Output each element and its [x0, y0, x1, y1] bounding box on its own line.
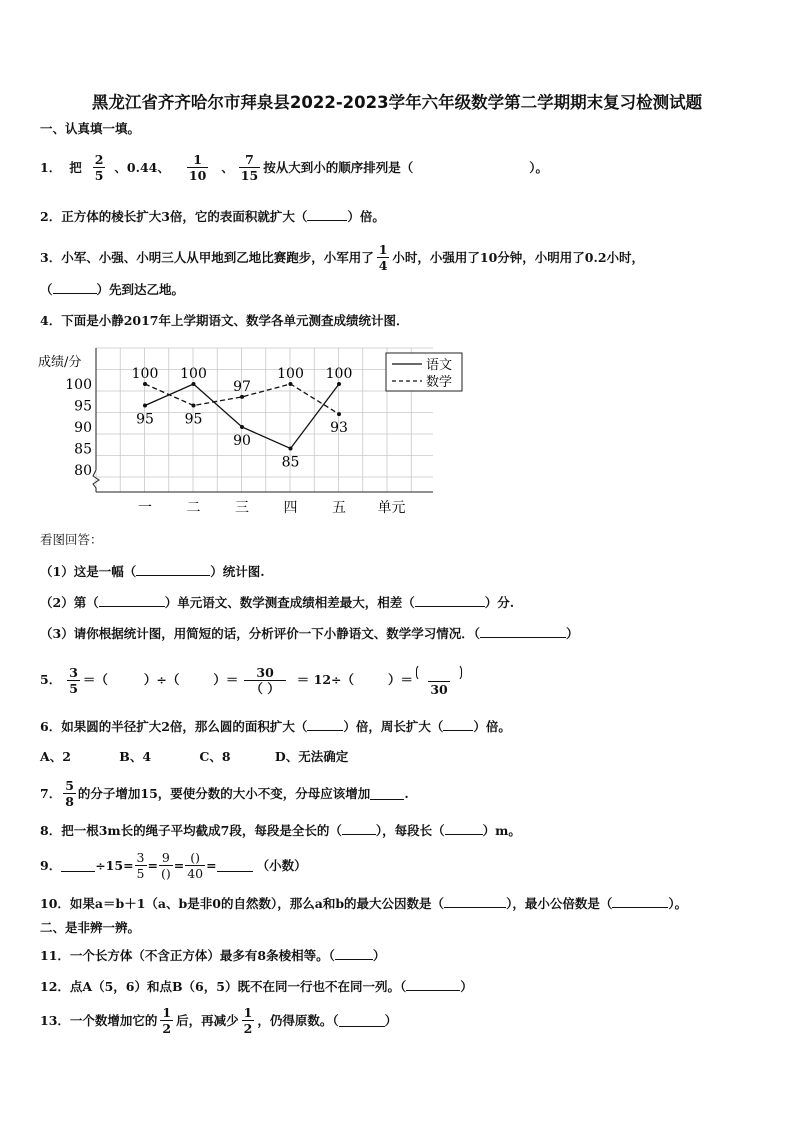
q1-mid-1: 、0.44、 [114, 159, 170, 175]
q2-answer-blank[interactable] [307, 208, 347, 221]
q10-answer-blank-a[interactable] [444, 895, 506, 908]
q1-fraction-2: $\frac{1}{10}$ [188, 152, 207, 183]
q7-answer-blank[interactable] [370, 787, 404, 800]
question-11: 11．一个长方体（不含正方体）最多有8条棱相等。（ ） [40, 948, 386, 963]
q5-div: ）÷（ [143, 672, 180, 687]
q6-option-c[interactable]: C、8 [199, 749, 231, 764]
q4-2-answer-blank-b[interactable] [415, 594, 485, 607]
q1-mid-2: 、 [221, 159, 234, 175]
data-point [289, 382, 293, 386]
question-2 [40, 208, 385, 225]
section-1-heading: 一、认真填一填。 [40, 121, 141, 136]
q3-answer-blank[interactable] [53, 281, 97, 294]
question-4: 4．下面是小静2017年上学期语文、数学各单元测查成绩统计图． [40, 313, 409, 328]
question-10: 10．如果a＝b＋1（a、b是非0的自然数），那么a和b的最大公因数是（ ），最小公倍数是（ ）。 [40, 896, 688, 911]
question-12: 12．点A（5，6）和点B（6，5）既不在同一行也不在同一列。（ ） [40, 979, 473, 994]
data-label: 93 [330, 420, 348, 437]
q4-3-answer-blank[interactable] [480, 625, 566, 638]
q4-2-answer-blank-a[interactable] [99, 594, 165, 607]
y-axis-label: 成绩/分 [38, 355, 82, 370]
data-point [192, 382, 196, 386]
q11-answer-blank[interactable] [335, 947, 373, 960]
question-9: 9． ÷15= $\frac{3}{5}$ = $\frac{9}{()}$ = $\frac{()}{40}$ = （小数） [40, 850, 307, 881]
q1-prefix: 把 [69, 159, 82, 175]
q2-end: ）倍。 [347, 209, 385, 224]
q3-open: （ [40, 282, 53, 297]
q2-text: 2．正方体的棱长扩大3倍，它的表面积就扩大（ [40, 209, 308, 224]
question-6: 6．如果圆的半径扩大2倍，那么圆的面积扩大（ ）倍，周长扩大（ ）倍。 [40, 719, 511, 734]
q4-sub-3: （3）请你根据统计图，用简短的话，分析评价一下小静语文、数学学习情况．（ ） [40, 626, 579, 641]
q4-sub-1: （1）这是一幅（ ）统计图. [40, 564, 265, 579]
q9-fraction-3: $\frac{()}{40}$ [187, 850, 204, 881]
q1-text: 按从大到小的顺序排列是（ [263, 159, 414, 175]
x-axis-label: 单元 [377, 500, 406, 516]
data-label: 100 [325, 366, 353, 382]
y-tick-label: 90 [74, 420, 92, 436]
y-tick-label: 80 [74, 463, 92, 479]
q3-text-2: 小时，小强用了10分钟，小明用了0.2小时， [392, 249, 645, 265]
x-tick-label: 一 [138, 500, 152, 516]
question-8: 8．把一根3m长的绳子平均截成7段，每段是全长的（ ），每段长（ ）m。 [40, 823, 521, 838]
q8-answer-blank-b[interactable] [445, 822, 483, 835]
q6-options [40, 749, 348, 765]
q9-fraction-2: $\frac{9}{()}$ [160, 850, 171, 881]
data-point [240, 425, 244, 429]
q3-fraction: $\frac{1}{4}$ [378, 242, 388, 273]
data-point [337, 382, 341, 386]
y-tick-label: 85 [74, 441, 92, 458]
data-point [143, 404, 147, 408]
q5-eq4: ）＝ [388, 672, 414, 687]
x-tick-label: 三 [235, 500, 249, 516]
q6-option-d[interactable]: D、无法确定 [274, 749, 349, 764]
chart-legend [386, 353, 462, 391]
data-label: 100 [277, 366, 304, 382]
x-tick-label: 五 [332, 500, 346, 516]
q5-eq3: ＝ 12÷（ [296, 672, 355, 687]
data-label: 97 [233, 378, 251, 395]
x-tick-label: 二 [186, 500, 201, 516]
q4-sub-2: （2）第（ ）单元语文、数学测查成绩相差最大，相差（ ）分. [40, 595, 515, 610]
q4-1-answer-blank[interactable] [136, 563, 210, 576]
q6-answer-blank-a[interactable] [307, 718, 343, 731]
y-tick-label: 100 [65, 377, 92, 393]
question-3-line-2 [40, 281, 184, 298]
question-7: 7． $\frac{5}{8}$ 的分子增加15，要使分数的大小不变，分母应该增加 . [40, 778, 409, 809]
q3-end: ）先到达乙地。 [96, 282, 185, 297]
data-point [192, 404, 196, 408]
q9-answer-blank-b[interactable] [217, 859, 253, 872]
q1-number: 1． [40, 159, 62, 175]
q6-answer-blank-b[interactable] [443, 718, 473, 731]
q6-option-a[interactable]: A、2 [40, 749, 71, 764]
question-3 [40, 242, 644, 273]
y-tick-label: 95 [74, 398, 92, 415]
q5-eq2: ）＝ [213, 672, 239, 687]
q1-fraction-1: $\frac{2}{5}$ [94, 152, 104, 183]
q9-answer-blank-a[interactable] [61, 859, 95, 872]
data-label: 95 [136, 411, 154, 428]
q5-number: 5． [40, 672, 62, 687]
line-chart [30, 340, 453, 520]
data-label: 90 [233, 433, 251, 449]
data-point [337, 412, 341, 416]
q5-fraction-3: 30 [416, 664, 462, 697]
data-point [143, 382, 147, 386]
data-label: 100 [131, 366, 159, 382]
question-1 [40, 152, 548, 183]
q13-answer-blank[interactable] [339, 1014, 385, 1027]
data-point [289, 447, 293, 451]
q5-fraction-2: $\frac{30}{( )}$ [244, 665, 285, 696]
data-label: 100 [180, 366, 207, 382]
x-tick-label: 四 [283, 500, 298, 516]
data-point [240, 395, 244, 399]
page-title: 黑龙江省齐齐哈尔市拜泉县2022-2023学年六年级数学第二学期期末复习检测试题 [91, 93, 703, 112]
data-label: 85 [281, 454, 300, 471]
q3-text: 3．小军、小强、小明三人从甲地到乙地比赛跑步，小军用了 [40, 249, 374, 265]
q4-intro: 看图回答： [40, 532, 103, 547]
q5-fraction-1: $\frac{3}{5}$ [69, 664, 78, 696]
q6-option-b[interactable]: B、4 [119, 749, 152, 764]
q10-answer-blank-b[interactable] [612, 895, 668, 908]
q7-fraction: $\frac{5}{8}$ [65, 778, 74, 809]
q12-answer-blank[interactable] [406, 978, 460, 991]
question-5 [40, 660, 465, 700]
q1-answer-blank[interactable] [413, 162, 529, 174]
q13-fraction-1: $\frac{1}{2}$ [162, 1005, 172, 1036]
q5-eq: ＝（ [82, 672, 108, 687]
q1-end: ）。 [529, 159, 548, 175]
section-2-heading: 二、是非辨一辨。 [40, 920, 141, 935]
q13-fraction-2: $\frac{1}{2}$ [243, 1005, 253, 1036]
legend-label-chinese: 语文 [426, 358, 453, 373]
q8-answer-blank-a[interactable] [342, 822, 376, 835]
question-13: 13．一个数增加它的 $\frac{1}{2}$ 后，再减少 $\frac{1}{2}$ ，仍得原数。（ ） [40, 1005, 398, 1036]
q1-fraction-3: $\frac{7}{15}$ [240, 152, 259, 183]
q9-fraction-1: $\frac{3}{5}$ [136, 850, 145, 881]
legend-label-math: 数学 [426, 375, 453, 390]
data-label: 95 [184, 411, 203, 428]
